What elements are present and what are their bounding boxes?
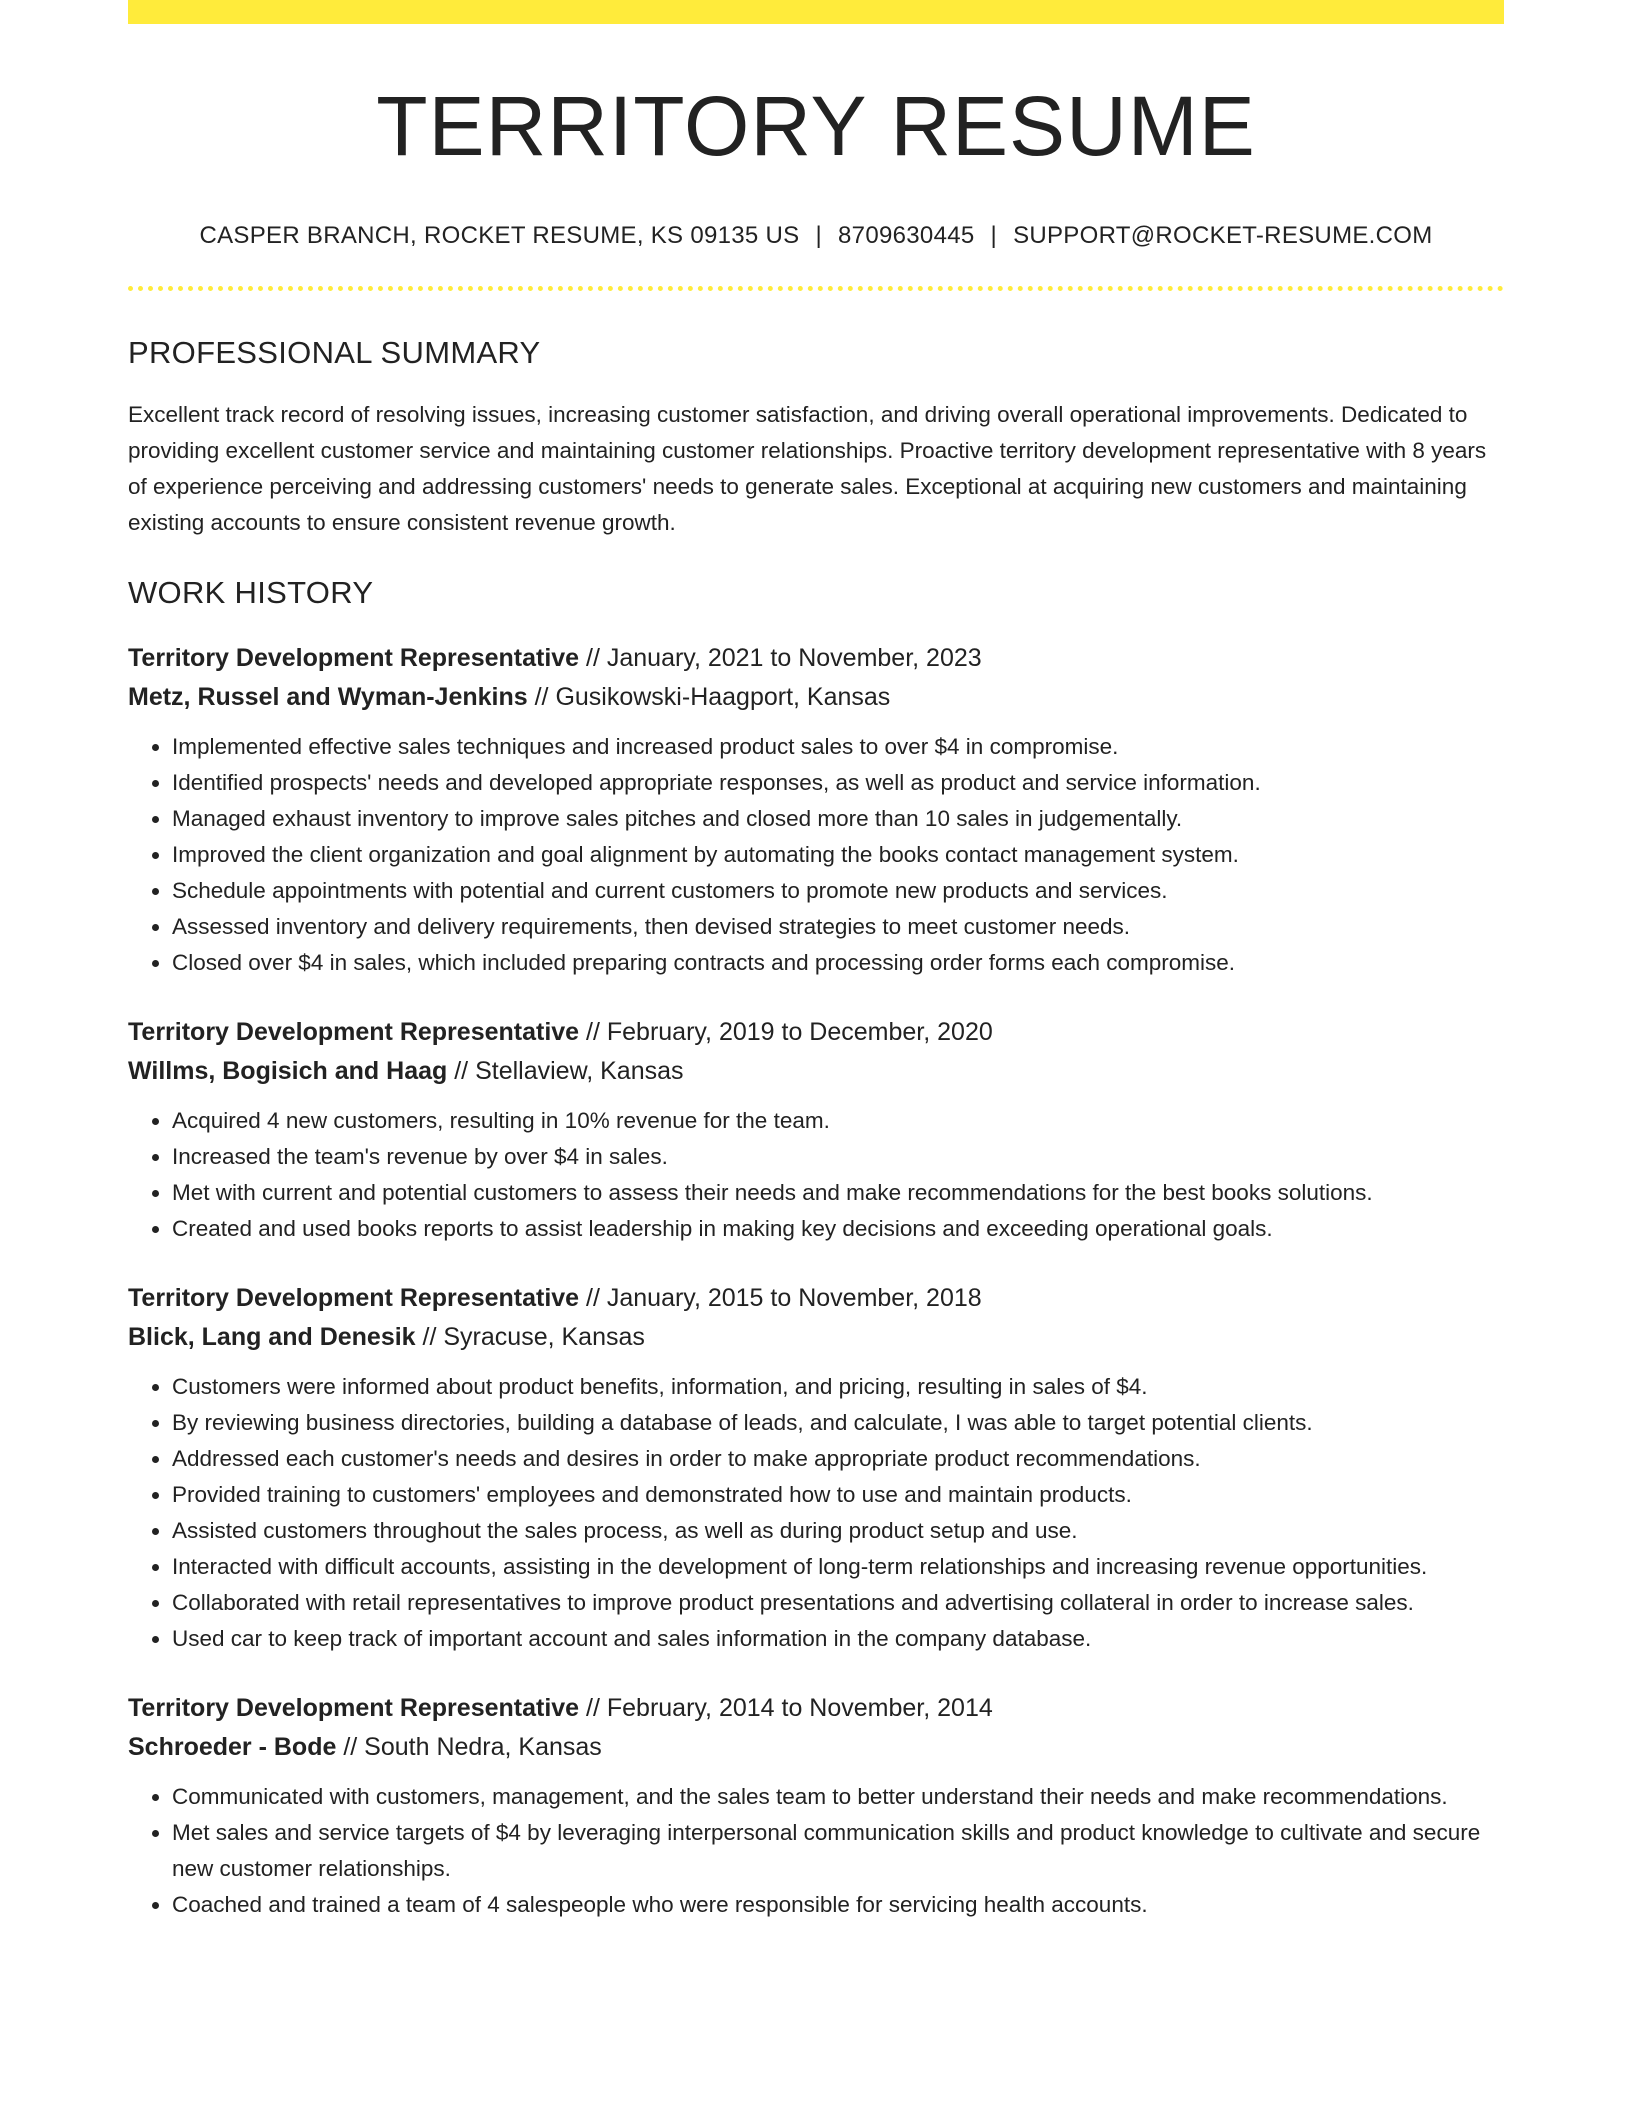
- job-title: Territory Development Representative: [128, 644, 580, 672]
- bullet-item: • Communicated with customers, management, and the sales team to better understand their needs and make recommendations.: [172, 1779, 1504, 1815]
- resume-page: [128, 0, 1504, 1923]
- job-company-line: [128, 1052, 1504, 1091]
- bullet-item: • Met with current and potential customers to assess their needs and make recommendations for the best books solutions.: [172, 1175, 1504, 1211]
- job-entry-1: [128, 639, 1504, 981]
- job-dates: // January, 2021 to November, 2023: [586, 644, 982, 672]
- bullet-item: • Improved the client organization and goal alignment by automating the books contact management system.: [172, 837, 1504, 873]
- job-company-line: [128, 1318, 1504, 1357]
- job-company-line: [128, 678, 1504, 717]
- bullet-item: • Schedule appointments with potential and current customers to promote new products and services.: [172, 873, 1504, 909]
- job-company-line: [128, 1728, 1504, 1767]
- contact-line: [128, 222, 1504, 250]
- job-company: Willms, Bogisich and Haag: [128, 1057, 448, 1085]
- bullet-item: • Interacted with difficult accounts, assisting in the development of long-term relationships and increasing revenue opportunities.: [172, 1549, 1504, 1585]
- job-company: Schroeder - Bode: [128, 1733, 337, 1761]
- contact-address: CASPER BRANCH, ROCKET RESUME, KS 09135 US: [199, 222, 800, 249]
- summary-text: Excellent track record of resolving issues, increasing customer satisfaction, and driving overall operational improvements. Dedicated to providing excellent customer service and maintaining customer relationships. Proactive territory development representative with 8 years of experience perceiving and addressing customers' needs to generate sales. Exceptional at acquiring new customers and maintaining existing accounts to ensure consistent revenue growth.: [128, 402, 1487, 535]
- contact-email[interactable]: SUPPORT@ROCKET-RESUME.COM: [1013, 222, 1433, 249]
- job-title-line: [128, 1689, 1504, 1728]
- contact-separator: |: [990, 222, 998, 249]
- work-history-heading: WORK HISTORY: [128, 575, 374, 610]
- job-dates: // February, 2014 to November, 2014: [586, 1694, 993, 1722]
- job-dates: // February, 2019 to December, 2020: [586, 1018, 993, 1046]
- bullet-item: • Increased the team's revenue by over $4 in sales.: [172, 1139, 1504, 1175]
- bullet-item: • Collaborated with retail representatives to improve product presentations and advertising collateral in order to increase sales.: [172, 1585, 1504, 1621]
- job-bullets: [128, 1369, 1504, 1657]
- contact-phone: 8709630445: [838, 222, 975, 249]
- bullet-item: • Implemented effective sales techniques and increased product sales to over $4 in compromise.: [172, 729, 1504, 765]
- bullet-item: • Used car to keep track of important account and sales information in the company database.: [172, 1621, 1504, 1657]
- top-accent-bar: [128, 0, 1504, 24]
- bullet-item: • By reviewing business directories, building a database of leads, and calculate, I was able to target potential clients.: [172, 1405, 1504, 1441]
- job-location: // Gusikowski-Haagport, Kansas: [534, 683, 891, 711]
- bullet-item: • Addressed each customer's needs and desires in order to make appropriate product recommendations.: [172, 1441, 1504, 1477]
- job-location: // Syracuse, Kansas: [422, 1323, 645, 1351]
- job-title-line: [128, 1279, 1504, 1318]
- bullet-item: • Identified prospects' needs and developed appropriate responses, as well as product and service information.: [172, 765, 1504, 801]
- job-location: // Stellaview, Kansas: [454, 1057, 684, 1085]
- bullet-item: • Closed over $4 in sales, which included preparing contracts and processing order forms each compromise.: [172, 945, 1504, 981]
- bullet-item: • Customers were informed about product benefits, information, and pricing, resulting in sales of $4.: [172, 1369, 1504, 1405]
- bullet-item: • Acquired 4 new customers, resulting in 10% revenue for the team.: [172, 1103, 1504, 1139]
- job-entry-3: [128, 1279, 1504, 1657]
- job-title-line: [128, 639, 1504, 678]
- job-title: Territory Development Representative: [128, 1284, 580, 1312]
- contact-separator: |: [815, 222, 823, 249]
- job-dates: // January, 2015 to November, 2018: [586, 1284, 982, 1312]
- job-bullets: [128, 729, 1504, 981]
- job-title-line: [128, 1013, 1504, 1052]
- bullet-item: • Managed exhaust inventory to improve sales pitches and closed more than 10 sales in judgementally.: [172, 801, 1504, 837]
- bullet-item: • Met sales and service targets of $4 by leveraging interpersonal communication skills and product knowledge to cultivate and secure new customer relationships.: [172, 1815, 1504, 1887]
- bullet-item: • Provided training to customers' employees and demonstrated how to use and maintain products.: [172, 1477, 1504, 1513]
- job-entry-2: [128, 1013, 1504, 1247]
- job-title: Territory Development Representative: [128, 1018, 580, 1046]
- resume-title: TERRITORY RESUME: [376, 79, 1256, 173]
- job-bullets: [128, 1779, 1504, 1923]
- job-title: Territory Development Representative: [128, 1694, 580, 1722]
- bullet-item: • Coached and trained a team of 4 salespeople who were responsible for servicing health accounts.: [172, 1887, 1504, 1923]
- summary-heading: PROFESSIONAL SUMMARY: [128, 335, 541, 370]
- bullet-item: • Assessed inventory and delivery requirements, then devised strategies to meet customer needs.: [172, 909, 1504, 945]
- job-bullets: [128, 1103, 1504, 1247]
- job-company: Blick, Lang and Denesik: [128, 1323, 416, 1351]
- job-location: // South Nedra, Kansas: [343, 1733, 602, 1761]
- bullet-item: • Assisted customers throughout the sales process, as well as during product setup and use.: [172, 1513, 1504, 1549]
- job-entry-4: [128, 1689, 1504, 1923]
- bullet-item: • Created and used books reports to assist leadership in making key decisions and exceeding operational goals.: [172, 1211, 1504, 1247]
- job-company: Metz, Russel and Wyman-Jenkins: [128, 683, 528, 711]
- dotted-divider: [128, 286, 1504, 291]
